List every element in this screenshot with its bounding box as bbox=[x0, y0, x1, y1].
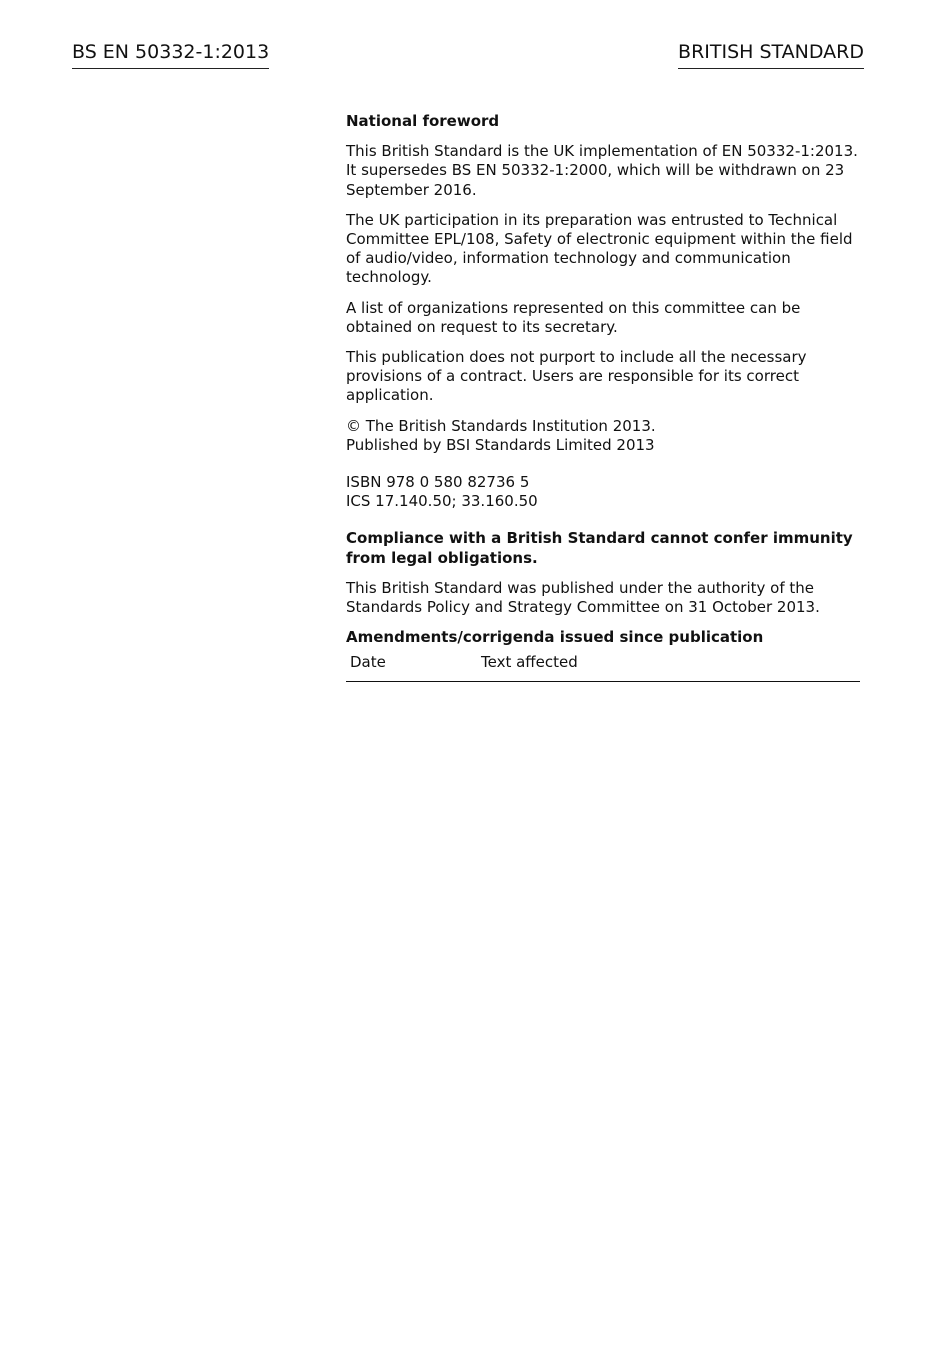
foreword-title: National foreword bbox=[346, 112, 500, 130]
ics-codes: ICS 17.140.50; 33.160.50 bbox=[346, 492, 538, 511]
document-code: BS EN 50332-1:2013 bbox=[72, 40, 269, 69]
foreword-paragraph-4: This publication does not purport to include all the necessary provisions of a contract. Users are responsible for its correct application. bbox=[346, 348, 807, 405]
amendments-column-date: Date bbox=[346, 653, 477, 681]
national-foreword-section bbox=[346, 112, 860, 682]
amendments-title: Amendments/corrigenda issued since publication bbox=[346, 628, 764, 647]
foreword-paragraph-1: This British Standard is the UK implementation of EN 50332-1:2013. It supersedes BS EN 50332-1:2000, which will be withdrawn on 23 September 2016. bbox=[346, 142, 858, 199]
foreword-paragraph-2: The UK participation in its preparation was entrusted to Technical Committee EPL/108, Safety of electronic equipment within the field of audio/video, information technology and communication technology. bbox=[346, 210, 853, 287]
amendments-header-row bbox=[346, 653, 860, 681]
isbn-number: ISBN 978 0 580 82736 5 bbox=[346, 473, 530, 492]
compliance-statement: Compliance with a British Standard cannot confer immunity from legal obligations. bbox=[346, 529, 853, 567]
copyright-notice: © The British Standards Institution 2013. bbox=[346, 416, 656, 435]
authority-statement: This British Standard was published under the authority of the Standards Policy and Strategy Committee on 31 October 2013. bbox=[346, 578, 820, 617]
foreword-paragraph-3: A list of organizations represented on this committee can be obtained on request to its secretary. bbox=[346, 298, 801, 336]
amendments-table bbox=[346, 653, 860, 681]
publisher-notice: Published by BSI Standards Limited 2013 bbox=[346, 435, 655, 454]
amendments-column-text-affected: Text affected bbox=[477, 653, 860, 681]
document-type: BRITISH STANDARD bbox=[678, 40, 864, 69]
